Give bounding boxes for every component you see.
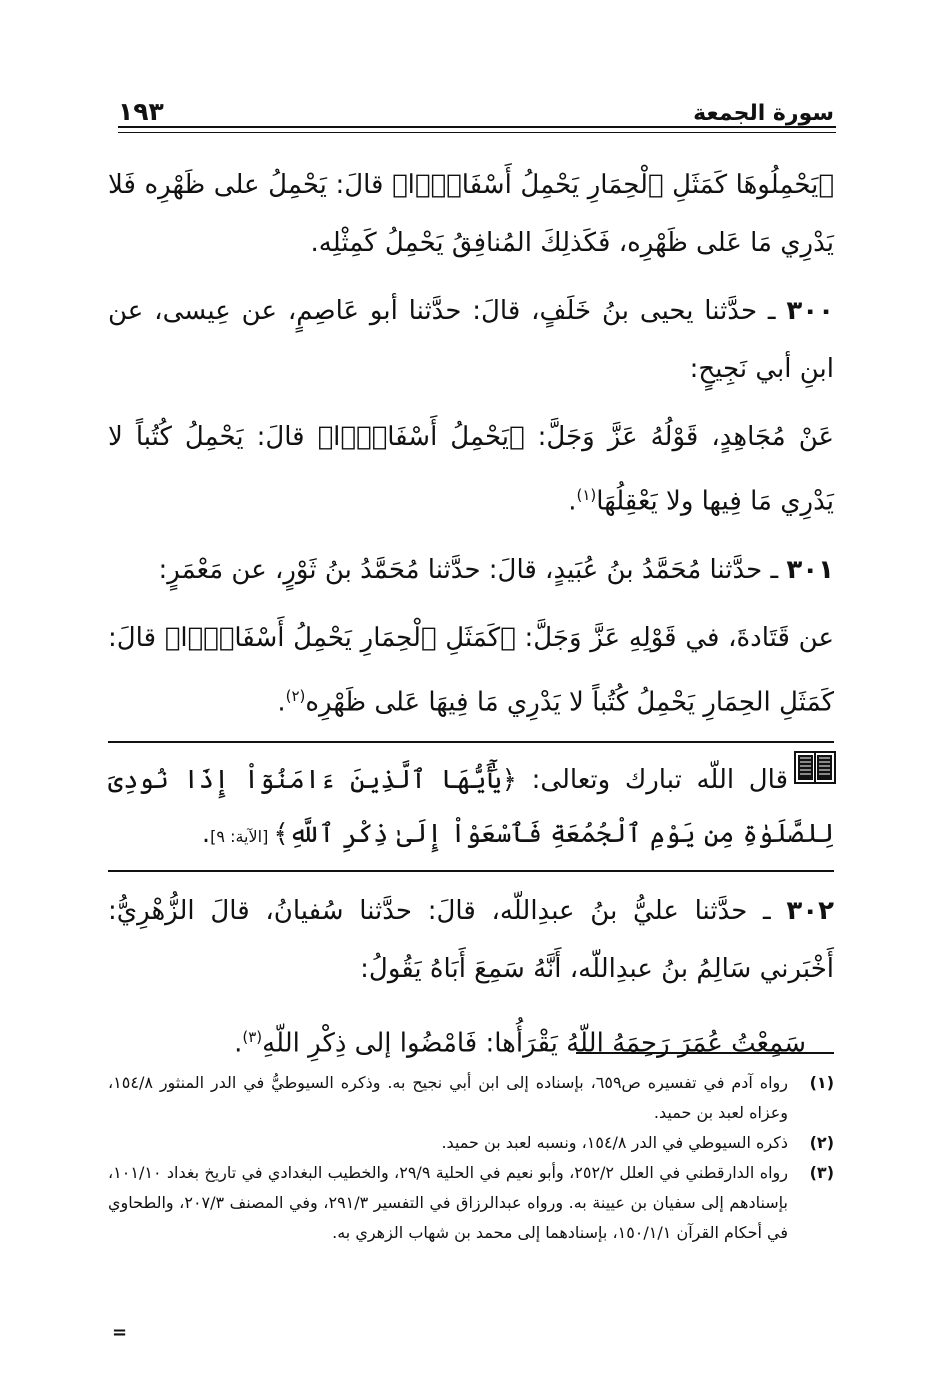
hadith-301: [108, 541, 834, 599]
paragraph-text: قالَ: يَحْمِلُ على ظَهْرِه فَلا يَدْرِي مَا عَلى ظَهْرِه، فَكَذلِكَ المُنافِقُ يَحْمِلُ كَمِثْلِه.: [108, 170, 834, 258]
continuation-mark: =: [112, 1322, 128, 1343]
isnad-text: ـ حدَّثنا يحيى بنُ خَلَفٍ، قالَ: حدَّثنا أبو عَاصِمٍ، عن عِيسى، عن ابنِ أبي نَجِيحٍ:: [108, 296, 834, 384]
quran-quote: ﴿يَحْمِلُوهَا كَمَثَلِ ٱلْحِمَارِ يَحْمِلُ أَسْفَارًۢا﴾: [392, 170, 834, 200]
period: .: [201, 819, 211, 850]
footnote-separator: [576, 1052, 834, 1054]
paragraph: [108, 408, 834, 531]
footnote-ref[interactable]: (٢): [285, 686, 306, 705]
paragraph-text: قالَ: كَمَثَلِ الحِمَارِ يَحْمِلُ كُتُباً لا يَدْرِي مَا فِيهَا عَلى ظَهْرِه: [108, 622, 834, 718]
verse-box: [108, 743, 834, 864]
paragraph-text: عن قَتَادةَ، في قَوْلِهِ عَزَّ وَجَلَّ:: [515, 622, 834, 653]
verse-text: [108, 753, 834, 864]
page-number: ١٩٣: [118, 97, 164, 126]
page-header: [118, 86, 834, 126]
footnote-number: (٣): [809, 1163, 834, 1182]
footnote-text: رواه الدارقطني في العلل ٢٥٢/٢، وأبو نعيم في الحلية ٢٩/٩، والخطيب البغدادي في تاريخ بغداد ١٠١/١٠، بإسنادهم إلى سفيان بن عيينة به. ورواه عبدالرزاق في التفسير ٢٩١/٣، وفي المصنف ٢٠٧/٣، والطحاوي في أحكام القرآن ١٥٠/١/١، بإسنادهما إلى محمد بن شهاب الزهري به.: [108, 1163, 789, 1242]
footnote-text: ذكره السيوطي في الدر ١٥٤/٨، ونسبه لعبد بن حميد.: [441, 1133, 788, 1152]
footnote-ref[interactable]: (١): [576, 486, 597, 504]
paragraph-text: قالَ: يَحْمِلُ كُتُباً لا يَدْرِي مَا فِيها ولا يَعْقِلُهَا: [108, 422, 834, 517]
surah-title: سورة الجمعة: [693, 101, 834, 126]
footnote-number: (١): [809, 1073, 834, 1092]
footnote-text: رواه آدم في تفسيره ص٦٥٩، بإسناده إلى ابن أبي نجيح به. وذكره السيوطيُّ في الدر المنثور ١٥٤/٨، وعزاه لعبد بن حميد.: [108, 1073, 789, 1122]
main-text: [108, 156, 834, 1083]
footnote-number: (٢): [809, 1133, 834, 1152]
hadith-302: [108, 882, 834, 998]
open-book-icon: [794, 749, 836, 785]
paragraph: [108, 156, 834, 272]
ayah-reference: [الآية: ٩]: [210, 827, 274, 847]
hadith-number: ٣٠٠: [786, 296, 834, 326]
header-rule: [118, 126, 836, 133]
isnad-text: ـ حدَّثنا عليُّ بنُ عبدِاللّه، قالَ: حدَّثنا سُفيانُ، قالَ الزُّهْرِيُّ: أَخْبَرني سَالِمُ بنُ عبدِاللّه، أَنَّهُ سَمِعَ أَبَاهُ يَقُولُ:: [108, 896, 834, 985]
paragraph-text: قال اللّه تبارك وتعالى:: [516, 765, 789, 796]
paragraph-text: سَمِعْتُ عُمَرَ رَحِمَهُ اللّهُ يَقْرَأُها: فَامْضُوا إلى ذِكْرِ اللّهِ: [262, 1028, 806, 1059]
hadith-300: [108, 282, 834, 398]
period: .: [277, 687, 286, 718]
paragraph: [108, 609, 834, 732]
quran-quote: ﴿يَحْمِلُ أَسْفَارًۢا﴾: [317, 422, 525, 452]
footnote: [108, 1158, 834, 1248]
verse-box-bottom-rule: [108, 870, 834, 872]
hadith-number: ٣٠١: [786, 554, 834, 585]
footnote: [108, 1068, 834, 1128]
footnotes: [108, 1052, 834, 1248]
period: .: [568, 486, 577, 517]
footnote: [108, 1128, 834, 1158]
hadith-number: ٣٠٢: [786, 896, 834, 927]
footnote-ref[interactable]: (٣): [242, 1028, 263, 1047]
period: .: [234, 1028, 243, 1059]
quran-quote: ﴿كَمَثَلِ ٱلْحِمَارِ يَحْمِلُ أَسْفَارًۢا﴾: [164, 622, 516, 653]
quran-quote: ﴿يَٰٓأَيُّهَا ٱلَّذِينَ ءَامَنُوٓاْ إِذَا نُودِىَ لِلصَّلَوٰةِ مِن يَوْمِ ٱلْجُمُعَةِ فَٱسْعَوْاْ إِلَىٰ ذِكْرِ ٱللَّهِ﴾: [108, 765, 834, 850]
paragraph-text: عَنْ مُجَاهِدٍ، قَوْلُهُ عَزَّ وَجَلَّ:: [524, 422, 835, 452]
isnad-text: ـ حدَّثنا مُحَمَّدُ بنُ عُبَيدٍ، قالَ: حدَّثنا مُحَمَّدُ بنُ ثَوْرٍ، عن مَعْمَرٍ:: [158, 554, 787, 585]
